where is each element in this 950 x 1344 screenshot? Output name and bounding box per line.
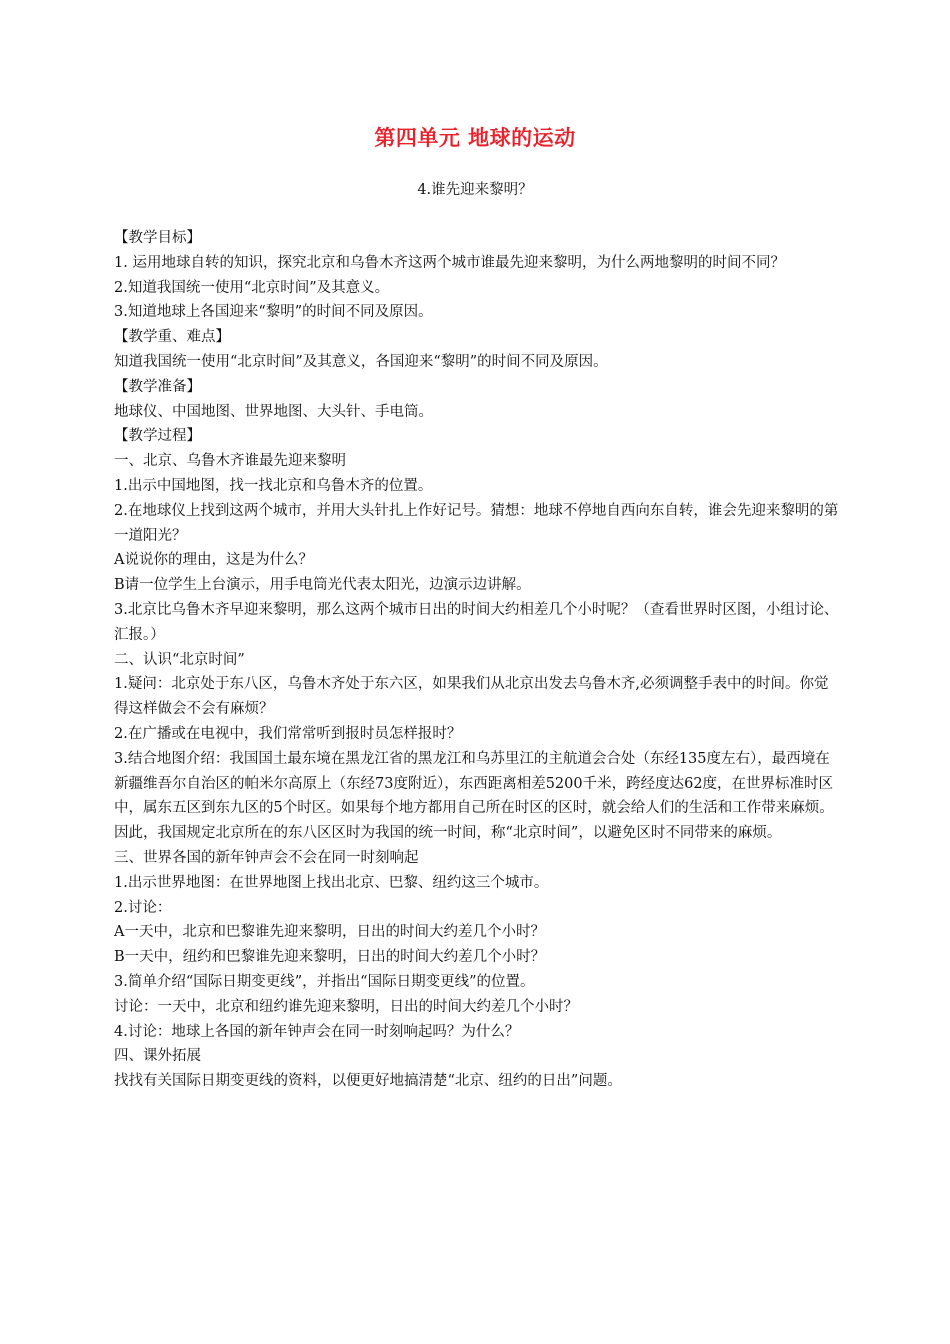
- paragraph: 4.讨论：地球上各国的新年钟声会在同一时刻响起吗？为什么？: [114, 1023, 520, 1040]
- paragraph: B请一位学生上台演示，用手电筒光代表太阳光，边演示边讲解。: [114, 577, 531, 594]
- page-title: 第四单元 地球的运动: [374, 126, 576, 150]
- section-heading-preparation: 【教学准备】: [114, 378, 201, 395]
- paragraph: 3.简单介绍“国际日期变更线”，并指出“国际日期变更线”的位置。: [114, 973, 535, 990]
- paragraph: A说说你的理由，这是为什么？: [114, 552, 313, 569]
- key-points-text: 知道我国统一使用“北京时间”及其意义，各国迎来“黎明”的时间不同及原因。: [114, 353, 608, 370]
- paragraph: 3.北京比乌鲁木齐早迎来黎明，那么这两个城市日出的时间大约相差几个小时呢？（查看世界时区图，小组讨论、汇报。）: [114, 601, 839, 643]
- document-body: [114, 226, 840, 1094]
- section-heading-objectives: 【教学目标】: [114, 230, 201, 246]
- section-heading-key-points: 【教学重、难点】: [114, 329, 230, 346]
- paragraph: B一天中，纽约和巴黎谁先迎来黎明，日出的时间大约差几个小时？: [114, 949, 546, 966]
- objective-2: 2.知道我国统一使用“北京时间”及其意义。: [114, 279, 390, 296]
- part-2-heading: 二、认识“北京时间”: [114, 651, 245, 668]
- paragraph: 讨论：一天中，北京和纽约谁先迎来黎明，日出的时间大约差几个小时？: [114, 998, 578, 1015]
- part-3-heading: 三、世界各国的新年钟声会不会在同一时刻响起: [114, 849, 419, 866]
- paragraph: 2.讨论：: [114, 899, 172, 916]
- paragraph: 1.疑问：北京处于东八区，乌鲁木齐处于东六区，如果我们从北京出发去乌鲁木齐,必须调整手表中的时间。你觉得这样做会不会有麻烦？: [114, 676, 829, 718]
- paragraph: 1.出示中国地图，找一找北京和乌鲁木齐的位置。: [114, 477, 433, 494]
- section-heading-process: 【教学过程】: [114, 428, 201, 445]
- paragraph: 1.出示世界地图：在世界地图上找出北京、巴黎、纽约这三个城市。: [114, 874, 549, 891]
- preparation-text: 地球仪、中国地图、世界地图、大头针、手电筒。: [114, 403, 433, 420]
- paragraph: 3.结合地图介绍：我国国土最东境在黑龙江省的黑龙江和乌苏里江的主航道会合处（东经135度左右），最西境在新疆维吾尔自治区的帕米尔高原上（东经73度附近），东西距离相差5200千米，跨经度达62度，在世界标准时区中，属东五区到东九区的5个时区。如果每个地方都用自己所在时区的区时，就会给人们的生活和工作带来麻烦。因此，我国规定北京所在的东八区区时为我国的统一时间，称“北京时间”，以避免区时不同带来的麻烦。: [114, 750, 834, 842]
- lesson-subtitle: 4.谁先迎来黎明？: [417, 182, 533, 198]
- objective-1: 1. 运用地球自转的知识，探究北京和乌鲁木齐这两个城市谁最先迎来黎明，为什么两地黎明的时间不同？: [114, 254, 785, 271]
- paragraph: 找找有关国际日期变更线的资料，以便更好地搞清楚“北京、纽约的日出”问题。: [114, 1073, 622, 1090]
- objective-3: 3.知道地球上各国迎来“黎明”的时间不同及原因。: [114, 304, 433, 321]
- part-4-heading: 四、课外拓展: [114, 1048, 201, 1065]
- paragraph: 2.在地球仪上找到这两个城市，并用大头针扎上作好记号。猜想：地球不停地自西向东自转，谁会先迎来黎明的第一道阳光？: [114, 502, 839, 544]
- paragraph: A一天中，北京和巴黎谁先迎来黎明，日出的时间大约差几个小时？: [114, 924, 545, 941]
- paragraph: 2.在广播或在电视中，我们常常听到报时员怎样报时？: [114, 725, 462, 742]
- part-1-heading: 一、北京、乌鲁木齐谁最先迎来黎明: [114, 453, 346, 470]
